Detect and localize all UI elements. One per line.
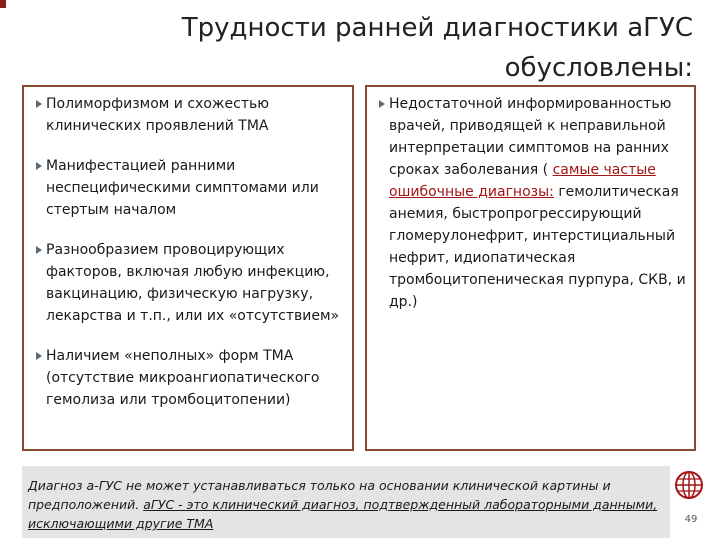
list-item bbox=[36, 239, 344, 327]
list-item bbox=[36, 155, 344, 221]
corner-mark bbox=[0, 0, 6, 8]
list-item-text: Наличием «неполных» форм ТМА (отсутствие микроангиопатического гемолиза или тромбоцитопении) bbox=[46, 348, 320, 408]
slide-title-line-2: обусловлены: bbox=[504, 53, 693, 83]
arrow-bullet-icon bbox=[36, 352, 42, 360]
arrow-bullet-icon bbox=[36, 162, 42, 170]
arrow-bullet-icon bbox=[379, 100, 385, 108]
arrow-bullet-icon bbox=[36, 246, 42, 254]
slide-title-line-1: Трудности ранней диагностики аГУС bbox=[181, 13, 693, 43]
top-bar bbox=[0, 0, 720, 8]
right-panel bbox=[365, 85, 696, 451]
misdiagnosis-link[interactable]: самые частые ошибочные диагнозы: bbox=[389, 162, 656, 200]
arrow-bullet-icon bbox=[36, 100, 42, 108]
list-item bbox=[36, 93, 344, 137]
footer-note-plain: Диагноз а-ГУС не может устанавливаться только на основании клинической картины и предположений. bbox=[28, 478, 611, 512]
left-panel-list bbox=[24, 87, 352, 411]
page-number: 49 bbox=[684, 514, 698, 525]
right-panel-list bbox=[367, 87, 694, 313]
globe-logo-icon bbox=[674, 470, 704, 500]
right-rest-text: гемолитическая анемия, быстропрогрессирующий гломерулонефрит, интерстициальный нефрит, идиопатическая тромбоцитопеническая пурпура, СКВ, и др.) bbox=[389, 184, 686, 310]
list-item bbox=[36, 345, 344, 411]
list-item-text: Разнообразием провоцирующих факторов, включая любую инфекцию, вакцинацию, физическую нагрузку, лекарства и т.п., или их «отсутствием» bbox=[46, 242, 340, 324]
footer-note-underlined: аГУС - это клинический диагноз, подтвержденный лабораторными данными, исключающими другие ТМА bbox=[28, 497, 658, 531]
list-item-text: Полиморфизмом и схожестью клинических проявлений ТМА bbox=[46, 96, 270, 134]
footer-note bbox=[28, 476, 668, 533]
right-intro-text: Недостаточной информированностью врачей, приводящей к неправильной интерпретации симптомов на ранних сроках заболевания ( bbox=[389, 96, 672, 178]
left-panel bbox=[22, 85, 354, 451]
slide-title bbox=[150, 8, 693, 88]
list-item-text: Манифестацией ранними неспецифическими симптомами или стертым началом bbox=[46, 158, 319, 218]
list-item bbox=[379, 93, 686, 313]
